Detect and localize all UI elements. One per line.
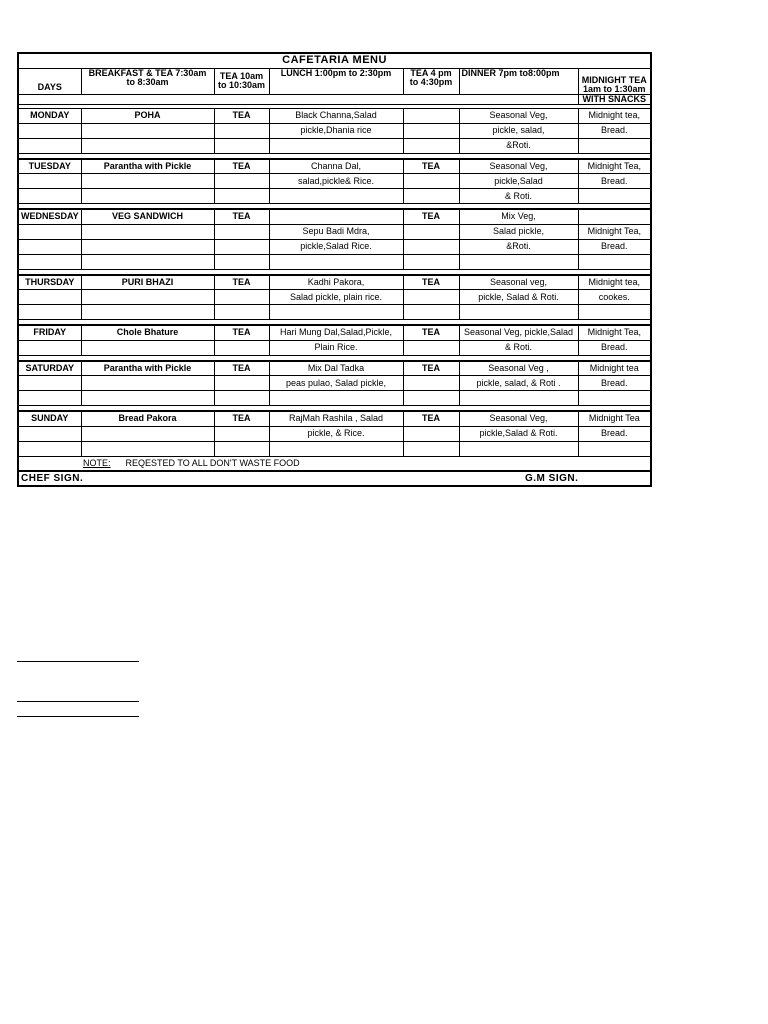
tea-morning-tuesday: TEA: [214, 159, 269, 174]
header-sub-row: [18, 94, 651, 104]
tea-evening-friday: TEA: [403, 325, 459, 340]
table-row-thursday-3: [18, 305, 651, 320]
table-row-wednesday-1: [18, 209, 651, 224]
tea-morning-sunday: TEA: [214, 411, 269, 426]
tea-morning-saturday: TEA: [214, 361, 269, 376]
table-row-saturday-3: [18, 391, 651, 406]
breakfast-sunday: Bread Pakora: [81, 411, 214, 426]
day-monday: MONDAY: [18, 108, 81, 123]
lunch-wednesday-line1: [269, 209, 403, 224]
table-row-thursday-1: [18, 275, 651, 290]
dinner-saturday-line2: pickle, salad, & Roti .: [459, 376, 578, 391]
dinner-friday-line1: Seasonal Veg, pickle,Salad: [459, 325, 578, 340]
header-tea-morning: TEA 10am to 10:30am: [214, 68, 269, 94]
midnight-tuesday-line2: Bread.: [578, 174, 651, 189]
dinner-wednesday-line3: &Roti.: [459, 239, 578, 254]
midnight-friday-line1: Midnight Tea,: [578, 325, 651, 340]
tea-evening-wednesday: TEA: [403, 209, 459, 224]
table-row-sunday-2: [18, 426, 651, 441]
midnight-friday-line2: Bread.: [578, 340, 651, 355]
dinner-saturday-line1: Seasonal Veg ,: [459, 361, 578, 376]
tea-morning-thursday: TEA: [214, 275, 269, 290]
table-row-sunday-1: [18, 411, 651, 426]
lunch-thursday-line1: Kadhi Pakora,: [269, 275, 403, 290]
midnight-tuesday-line3: [578, 189, 651, 204]
lunch-wednesday-line3: pickle,Salad Rice.: [269, 239, 403, 254]
midnight-sunday-line2: Bread.: [578, 426, 651, 441]
title-row: [18, 53, 651, 68]
dinner-tuesday-line2: pickle,Salad: [459, 174, 578, 189]
dinner-monday-line3: &Roti.: [459, 138, 578, 153]
note-row: [18, 456, 651, 471]
header-midnight-sub: WITH SNACKS: [578, 94, 651, 104]
table-row-saturday-2: [18, 376, 651, 391]
header-days: DAYS: [18, 68, 81, 94]
table-row-wednesday-4: [18, 254, 651, 269]
table-row-monday-3: [18, 138, 651, 153]
dinner-sunday-line1: Seasonal Veg,: [459, 411, 578, 426]
tea-morning-monday: TEA: [214, 108, 269, 123]
midnight-saturday-line1: Midnight tea: [578, 361, 651, 376]
lunch-sunday-line1: RajMah Rashila , Salad: [269, 411, 403, 426]
tea-morning-wednesday: TEA: [214, 209, 269, 224]
chef-sign: CHEF SIGN.: [18, 471, 214, 486]
table-row-wednesday-2: [18, 224, 651, 239]
lunch-monday-line1: Black Channa,Salad: [269, 108, 403, 123]
signature-line-3: [17, 716, 139, 717]
signature-row: [18, 471, 651, 486]
day-saturday: SATURDAY: [18, 361, 81, 376]
breakfast-saturday: Parantha with Pickle: [81, 361, 214, 376]
breakfast-monday: POHA: [81, 108, 214, 123]
midnight-thursday-line1: Midnight tea,: [578, 275, 651, 290]
lunch-tuesday-line3: [269, 189, 403, 204]
gm-sign: G.M SIGN.: [459, 471, 651, 486]
table-row-monday-1: [18, 108, 651, 123]
midnight-wednesday-line3: Bread.: [578, 239, 651, 254]
lunch-friday-line2: Plain Rice.: [269, 340, 403, 355]
lunch-saturday-line2: peas pulao, Salad pickle,: [269, 376, 403, 391]
dinner-wednesday-line1: Mix Veg,: [459, 209, 578, 224]
midnight-sunday-line1: Midnight Tea: [578, 411, 651, 426]
lunch-sunday-line2: pickle, & Rice.: [269, 426, 403, 441]
table-row-saturday-1: [18, 361, 651, 376]
signature-line-1: [17, 661, 139, 662]
header-midnight: MIDNIGHT TEA 1am to 1:30am: [578, 68, 651, 94]
day-wednesday: WEDNESDAY: [18, 209, 81, 224]
breakfast-friday: Chole Bhature: [81, 325, 214, 340]
tea-morning-friday: TEA: [214, 325, 269, 340]
lunch-wednesday-line2: Sepu Badi Mdra,: [269, 224, 403, 239]
midnight-wednesday-line2: Midnight Tea,: [578, 224, 651, 239]
dinner-monday-line1: Seasonal Veg,: [459, 108, 578, 123]
dinner-sunday-line2: pickle,Salad & Roti.: [459, 426, 578, 441]
midnight-wednesday-line1: [578, 209, 651, 224]
breakfast-thursday: PURI BHAZI: [81, 275, 214, 290]
breakfast-wednesday: VEG SANDWICH: [81, 209, 214, 224]
lunch-monday-line2: pickle,Dhania rice: [269, 123, 403, 138]
lunch-friday-line1: Hari Mung Dal,Salad,Pickle,: [269, 325, 403, 340]
header-row: [18, 68, 651, 94]
tea-evening-sunday: TEA: [403, 411, 459, 426]
table-row-tuesday-3: [18, 189, 651, 204]
table-row-monday-2: [18, 123, 651, 138]
breakfast-tuesday: Parantha with Pickle: [81, 159, 214, 174]
lunch-tuesday-line2: salad,pickle& Rice.: [269, 174, 403, 189]
day-thursday: THURSDAY: [18, 275, 81, 290]
table-row-tuesday-2: [18, 174, 651, 189]
menu-title: CAFETARIA MENU: [18, 53, 651, 68]
midnight-thursday-line2: cookes.: [578, 290, 651, 305]
tea-evening-thursday: TEA: [403, 275, 459, 290]
midnight-monday-line2: Bread.: [578, 123, 651, 138]
lunch-monday-line3: [269, 138, 403, 153]
dinner-tuesday-line3: & Roti.: [459, 189, 578, 204]
day-sunday: SUNDAY: [18, 411, 81, 426]
dinner-thursday-line1: Seasonal veg,: [459, 275, 578, 290]
tea-evening-saturday: TEA: [403, 361, 459, 376]
tea-evening-monday: [403, 108, 459, 123]
lunch-saturday-line1: Mix Dal Tadka: [269, 361, 403, 376]
day-friday: FRIDAY: [18, 325, 81, 340]
header-dinner: DINNER 7pm to8:00pm: [459, 68, 578, 94]
midnight-tuesday-line1: Midnight Tea,: [578, 159, 651, 174]
table-row-tuesday-1: [18, 159, 651, 174]
dinner-wednesday-line2: Salad pickle,: [459, 224, 578, 239]
header-tea-evening: TEA 4 pm to 4:30pm: [403, 68, 459, 94]
midnight-monday-line3: [578, 138, 651, 153]
note-text: REQESTED TO ALL DON'T WASTE FOOD: [125, 457, 300, 468]
midnight-saturday-line2: Bread.: [578, 376, 651, 391]
menu-table: [17, 52, 652, 487]
dinner-monday-line2: pickle, salad,: [459, 123, 578, 138]
signature-line-2: [17, 701, 139, 702]
table-row-friday-2: [18, 340, 651, 355]
table-row-sunday-3: [18, 441, 651, 456]
header-breakfast: BREAKFAST & TEA 7:30am to 8:30am: [81, 68, 214, 94]
lunch-thursday-line2: Salad pickle, plain rice.: [269, 290, 403, 305]
dinner-thursday-line2: pickle, Salad & Roti.: [459, 290, 578, 305]
dinner-friday-line2: & Roti.: [459, 340, 578, 355]
table-row-friday-1: [18, 325, 651, 340]
midnight-monday-line1: Midnight tea,: [578, 108, 651, 123]
tea-evening-tuesday: TEA: [403, 159, 459, 174]
dinner-tuesday-line1: Seasonal Veg,: [459, 159, 578, 174]
day-tuesday: TUESDAY: [18, 159, 81, 174]
table-row-thursday-2: [18, 290, 651, 305]
note-label: NOTE:: [83, 457, 111, 468]
cafeteria-menu-sheet: [17, 52, 650, 487]
lunch-tuesday-line1: Channa Dal,: [269, 159, 403, 174]
header-lunch: LUNCH 1:00pm to 2:30pm: [269, 68, 403, 94]
table-row-wednesday-3: [18, 239, 651, 254]
